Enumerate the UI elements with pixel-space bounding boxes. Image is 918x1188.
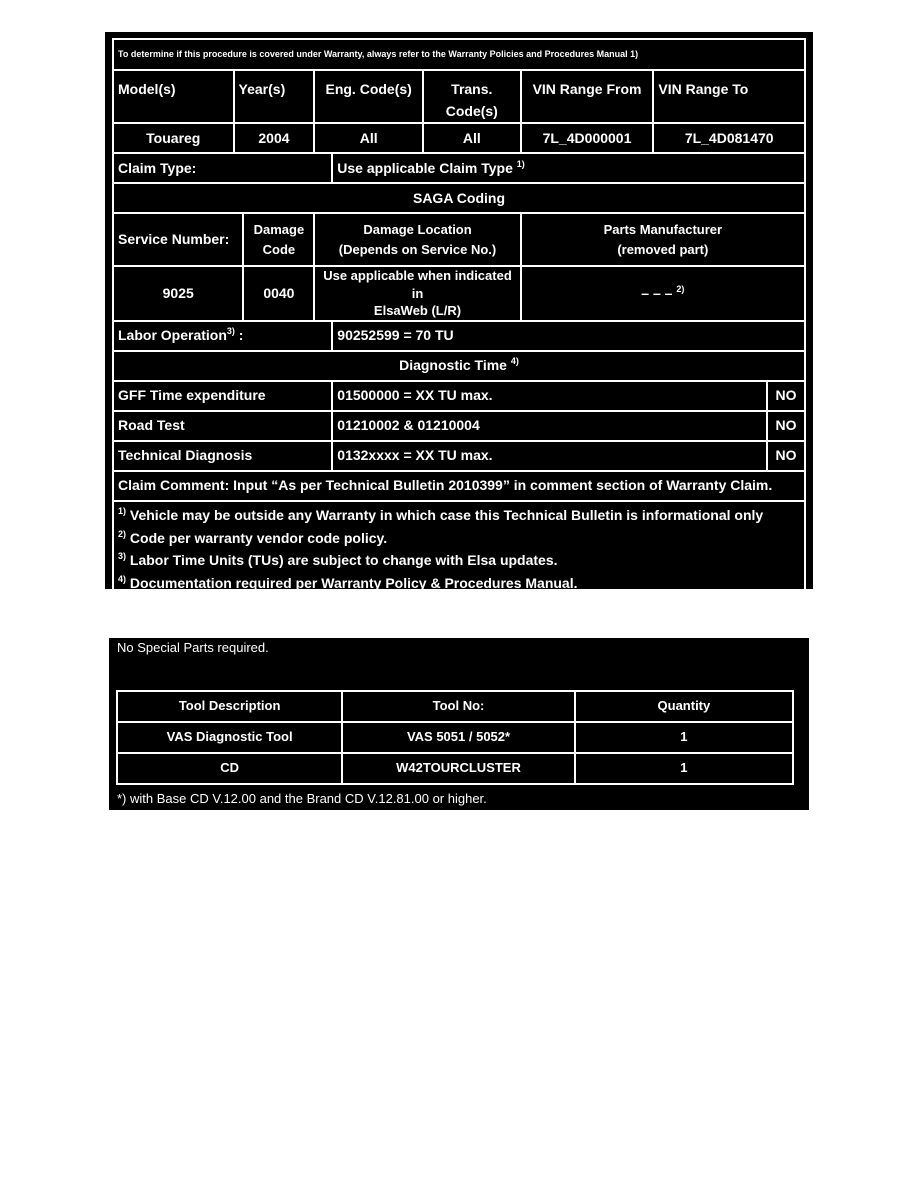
col-vin-from: VIN Range From [521,70,654,123]
cell-vin-to: 7L_4D081470 [653,123,805,153]
col-years: Year(s) [234,70,315,123]
tool-row-description: VAS Diagnostic Tool [117,722,342,753]
claim-type-sup: 1) [516,158,525,169]
parts-manufacturer-sup: 2) [676,283,685,294]
footnote-text: Vehicle may be outside any Warranty in which case this Technical Bulletin is informational only [129,507,764,524]
footnote-mark: 3) [118,551,127,562]
claim-comment: Claim Comment: Input “As per Technical Bulletin 2010399” in comment section of Warranty Claim. [113,471,805,501]
tool-table [116,690,794,785]
damage-code-value: 0040 [243,266,314,321]
diagnostic-time-sup: 4) [510,356,519,367]
diag-row-value: 0132xxxx = XX TU max. [332,441,767,471]
footnote-line [118,549,800,572]
damage-location-value-2: ElsaWeb (L/R) [373,303,462,319]
labor-operation-value: 90252599 = 70 TU [332,321,805,351]
claim-type-cell [332,153,805,183]
footnote-line [118,572,800,595]
warranty-table-block [105,32,813,589]
claim-type-value: Use applicable Claim Type [337,159,513,176]
tool-row-quantity: 1 [575,722,793,753]
cell-year: 2004 [234,123,315,153]
col-trans-codes-label: Trans. Code(s) [445,81,498,119]
parts-tools-block [109,638,809,810]
tool-col-quantity: Quantity [575,691,793,722]
footnote-mark: 2) [118,528,127,539]
diag-row-flag: NO [767,441,805,471]
damage-code-header-2: Code [262,241,296,257]
cell-vin-from: 7L_4D000001 [521,123,654,153]
tool-row-quantity: 1 [575,753,793,784]
parts-manufacturer-value [521,266,805,321]
labor-operation-colon: : [234,327,244,344]
diag-row-label: GFF Time expenditure [113,381,332,411]
labor-operation-label [113,321,332,351]
cell-trans-code: All [423,123,521,153]
parts-manufacturer-header [521,213,805,266]
diagnostic-time-title [113,351,805,381]
parts-manufacturer-header-1: Parts Manufacturer [603,221,723,237]
col-models: Model(s) [113,70,234,123]
warranty-header-note: To determine if this procedure is covered under Warranty, always refer to the Warranty Policies and Procedures Manual 1) [113,39,805,70]
diag-row-flag: NO [767,381,805,411]
footnote-mark: 4) [118,573,127,584]
footnotes-cell [113,501,805,597]
footnote-text: Documentation required per Warranty Policy & Procedures Manual. [129,574,578,591]
damage-location-header [314,213,520,266]
cell-eng-code: All [314,123,423,153]
col-trans-codes [423,70,521,123]
diag-row-label: Technical Diagnosis [113,441,332,471]
labor-operation-text: Labor Operation [118,327,227,344]
saga-coding-title: SAGA Coding [113,183,805,213]
service-number-value: 9025 [113,266,243,321]
service-number-label: Service Number: [113,213,243,266]
tool-row-description: CD [117,753,342,784]
tool-col-description: Tool Description [117,691,342,722]
tool-row-number: VAS 5051 / 5052* [342,722,575,753]
cell-model: Touareg [113,123,234,153]
parts-manufacturer-dashes: – – – [641,284,673,301]
damage-location-header-1: Damage Location [363,221,472,237]
tool-footnote: *) with Base CD V.12.00 and the Brand CD V.12.81.00 or higher. [117,791,487,806]
parts-manufacturer-header-2: (removed part) [617,241,709,257]
labor-operation-sup: 3) [226,326,235,337]
damage-code-header-1: Damage [253,221,305,237]
footnote-text: Labor Time Units (TUs) are subject to change with Elsa updates. [129,552,558,569]
damage-location-header-2: (Depends on Service No.) [338,241,497,257]
diag-row-value: 01500000 = XX TU max. [332,381,767,411]
no-special-parts-note: No Special Parts required. [117,640,269,655]
damage-location-value-1: Use applicable when indicated in [323,268,512,301]
diag-row-value: 01210002 & 01210004 [332,411,767,441]
damage-code-header [243,213,314,266]
col-eng-codes: Eng. Code(s) [314,70,423,123]
damage-location-value [314,266,520,321]
claim-type-label: Claim Type: [113,153,332,183]
warranty-table [112,38,806,598]
diag-row-flag: NO [767,411,805,441]
diagnostic-time-text: Diagnostic Time [399,357,507,374]
tool-row-number: W42TOURCLUSTER [342,753,575,784]
footnote-mark: 1) [118,506,127,517]
footnote-line [118,527,800,550]
diag-row-label: Road Test [113,411,332,441]
footnote-line [118,504,800,527]
tool-col-number: Tool No: [342,691,575,722]
col-vin-to: VIN Range To [653,70,805,123]
footnote-text: Code per warranty vendor code policy. [129,529,388,546]
